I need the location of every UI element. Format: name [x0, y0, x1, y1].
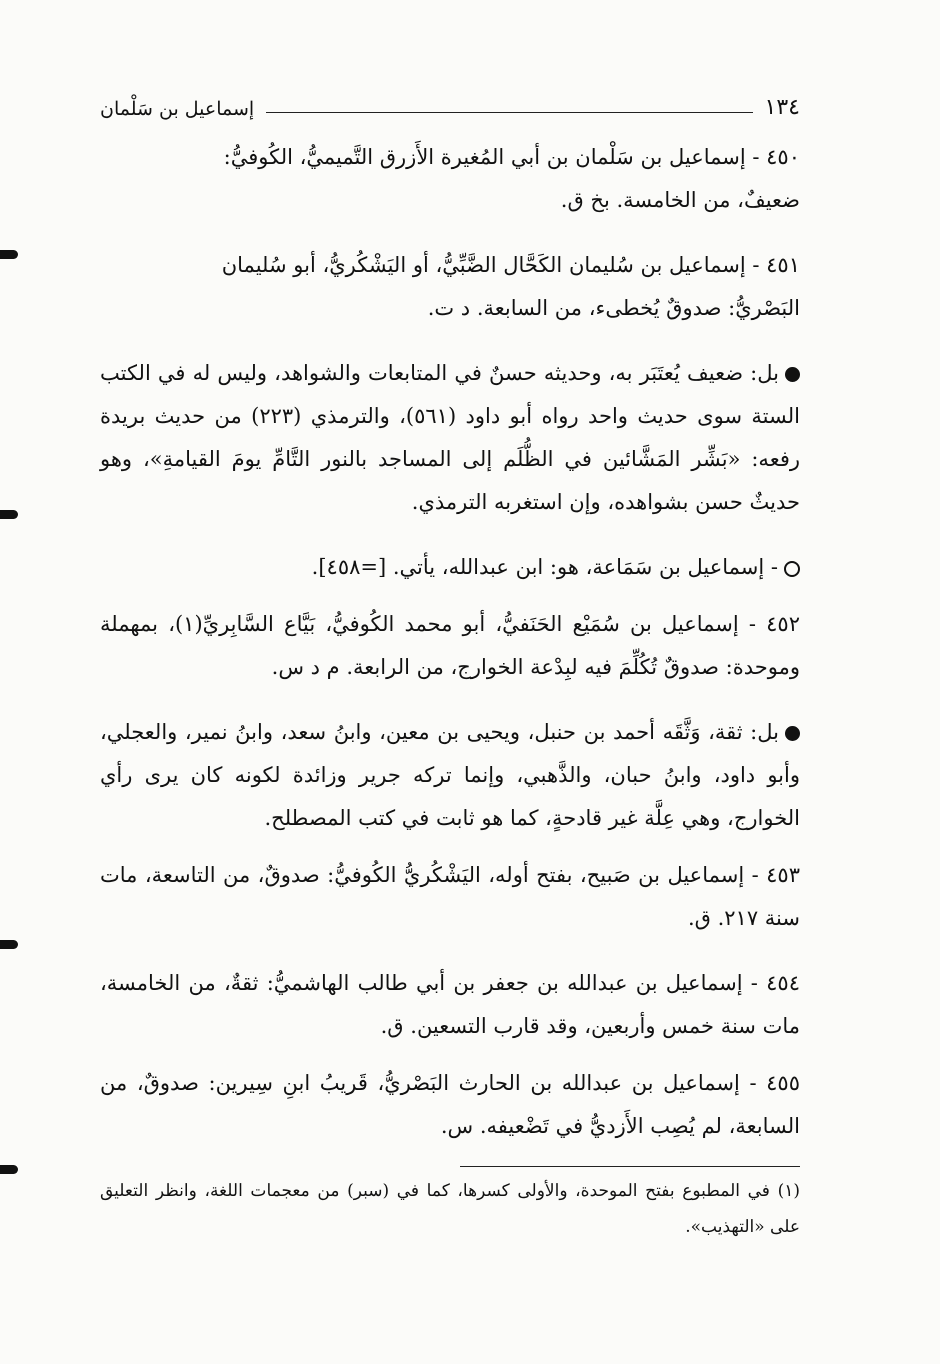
footnote: (١) في المطبوع بفتح الموحدة، والأولى كسرها، كما في (سبر) من معجمات اللغة، وانظر التعليق على «التهذيب».: [100, 1181, 800, 1237]
scan-edge-mark: [0, 940, 18, 949]
footnote-rule: [460, 1166, 800, 1167]
book-page: [100, 88, 800, 1262]
entry-455: ٤٥٥ - إسماعيل بن عبدالله بن الحارث البَصْريُّ، قَريبُ ابنِ سِيرين: صدوقٌ، من السابعة، لم يُصِب الأَزديُّ في تَضْعيفه. س.: [100, 1071, 800, 1138]
entry-452: ٤٥٢ - إسماعيل بن سُمَيْع الحَنَفيُّ، أبو محمد الكُوفيُّ، بَيَّاع السَّابِريِّ(١)، بمهملة وموحدة: صدوقٌ تُكُلِّمَ فيه لبِدْعة الخوارج، من الرابعة. م د س.: [100, 612, 800, 679]
page-header: [100, 88, 800, 122]
entry-453: ٤٥٣ - إسماعيل بن صَبيح، بفتح أوله، اليَشْكُريُّ الكُوفيُّ: صدوقٌ، من التاسعة، مات سنة ٢١٧. ق.: [100, 863, 800, 930]
bullet-icon: [785, 367, 800, 382]
bullet-icon: [785, 726, 800, 741]
header-rule: [266, 112, 752, 113]
note-451: بل: ضعيف يُعتَبَر به، وحديثه حسنٌ في المتابعات والشواهد، وليس له في الكتب الستة سوى حديث واحد رواه أبو داود (٥٦١)، والترمذي (٢٢٣) من حديث بريدة رفعه: «بَشِّر المَشَّائين في الظُّلَم إلى المساجد بالنور التَّامِّ يومَ القيامةِ»، وهو حديثٌ حسن بشواهده، وإن استغربه الترمذي.: [100, 361, 800, 514]
entry-454: ٤٥٤ - إسماعيل بن عبدالله بن جعفر بن أبي طالب الهاشميُّ: ثقةٌ، من الخامسة، مات سنة خمس وأربعين، وقد قارب التسعين. ق.: [100, 971, 800, 1038]
cross-reference: - إسماعيل بن سَمَاعة، هو: ابن عبدالله، يأتي. [=٤٥٨].: [100, 546, 800, 589]
entry-451-body: البَصْريُّ: صدوقٌ يُخطىء، من السابعة. د ت.: [427, 296, 800, 320]
entry-450: [100, 136, 800, 222]
scan-edge-mark: [0, 250, 18, 259]
page-number: ١٣٤: [764, 95, 800, 120]
entry-451-head: ٤٥١ - إسماعيل بن سُليمان الكَحَّال الضَّبِّيُّ، أو اليَشْكُريُّ، أبو سُليمان: [221, 253, 800, 277]
ring-icon: [784, 561, 800, 577]
entry-450-head: ٤٥٠ - إسماعيل بن سَلْمان بن أبي المُغيرة الأَزرق التَّميميُّ، الكُوفيُّ:: [223, 145, 800, 169]
entry-450-body: ضعيفٌ، من الخامسة. بخ ق.: [560, 188, 800, 212]
note-452: بل: ثقة، وَثَّقَه أحمد بن حنبل، ويحيى بن معين، وابنُ سعد، وابنُ نمير، والعجلي، وأبو داود، وابنُ حبان، والذَّهبي، وإنما تركه جرير وزائدة لكونه كان يرى رأي الخوارج، وهي عِلَّة غير قادحةٍ، كما هو ثابت في كتب المصطلح.: [100, 720, 800, 830]
entry-451: [100, 244, 800, 330]
running-title: إسماعيل بن سَلْمان: [100, 98, 255, 120]
scan-edge-mark: [0, 1165, 18, 1174]
scan-edge-mark: [0, 510, 18, 519]
